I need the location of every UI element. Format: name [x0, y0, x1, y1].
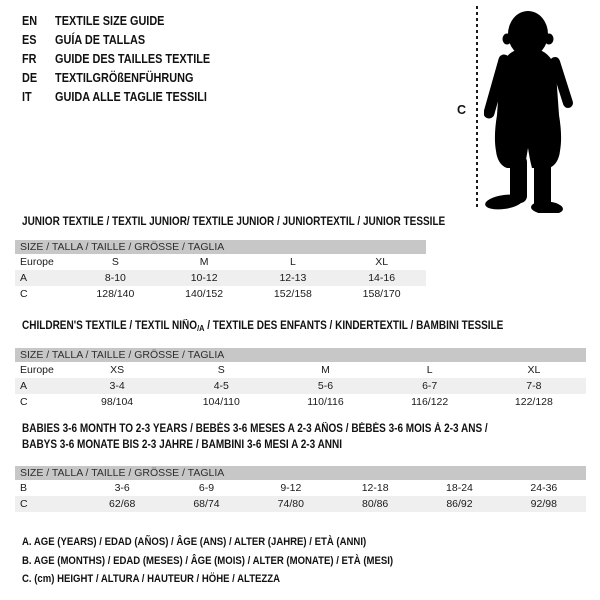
table-cell: M [199, 256, 209, 268]
table-cell: 12-13 [279, 272, 307, 284]
guide-title: GUIDE DES TAILLES TEXTILE [55, 52, 211, 66]
title-text: / TEXTILE DES ENFANTS / KINDERTEXTIL / BAMBINI TESSILE [204, 320, 504, 332]
table-row [15, 394, 586, 410]
table-row [15, 480, 586, 496]
table-cell: 110/116 [307, 396, 344, 408]
note-age-years: A. AGE (YEARS) / EDAD (AÑOS) / ÂGE (ANS) / ALTER (JAHRE) / ETÀ (ANNI) [22, 536, 367, 548]
table-cell: 9-12 [280, 482, 302, 494]
babies-section-title [22, 422, 557, 453]
table-cell: 3-4 [109, 380, 125, 392]
table-cell: 12-18 [361, 482, 389, 494]
table-row [15, 362, 586, 378]
row-label: C [20, 498, 28, 510]
table-cell: L [426, 364, 433, 376]
language-code: FR [22, 52, 37, 66]
size-header-bar: SIZE / TALLA / TAILLE / GRÖSSE / TAGLIA [15, 240, 426, 254]
table-row [15, 254, 426, 270]
guide-title: TEXTILE SIZE GUIDE [55, 14, 165, 28]
title-text: CHILDREN'S TEXTILE / TEXTIL NIÑO [22, 320, 198, 332]
table-cell: L [289, 256, 296, 268]
baby-silhouette-icon [484, 5, 594, 213]
table-cell: 24-36 [530, 482, 558, 494]
language-code: DE [22, 71, 38, 85]
row-label: B [20, 482, 28, 494]
language-code: ES [22, 33, 37, 47]
table-cell: 6-7 [422, 380, 438, 392]
table-row [15, 496, 586, 512]
table-cell: 6-9 [198, 482, 215, 494]
title-subscript: /A [197, 323, 205, 333]
guide-title: TEXTILGRÖßENFÜHRUNG [55, 71, 194, 85]
table-row [15, 286, 426, 302]
table-cell: 128/140 [96, 288, 135, 300]
size-header-bar: SIZE / TALLA / TAILLE / GRÖSSE / TAGLIA [15, 348, 586, 362]
table-cell: 92/98 [530, 498, 557, 510]
guide-title: GUIDA ALLE TAGLIE TESSILI [55, 90, 207, 104]
table-cell: 4-5 [213, 380, 229, 392]
table-cell: 158/170 [362, 288, 401, 300]
list-item [22, 12, 210, 31]
table-cell: S [111, 256, 119, 268]
size-header-bar: SIZE / TALLA / TAILLE / GRÖSSE / TAGLIA [15, 466, 586, 480]
note-height: C. (cm) HEIGHT / ALTURA / HAUTEUR / HÖHE / ALTEZZA [22, 573, 281, 585]
table-cell: 98/104 [101, 396, 134, 408]
table-cell: 74/80 [277, 498, 304, 510]
row-label: C [20, 396, 28, 408]
row-label: C [20, 288, 28, 300]
table-cell: 10-12 [190, 272, 218, 284]
table-cell: 3-6 [114, 482, 130, 494]
row-label: Europe [20, 364, 54, 376]
list-item [22, 31, 210, 50]
list-item [22, 69, 210, 88]
table-cell: 14-16 [368, 272, 396, 284]
babies-size-table [15, 466, 586, 512]
table-cell: 86/92 [446, 498, 473, 510]
table-cell: M [321, 364, 330, 376]
legend-notes [22, 533, 449, 589]
row-label: A [20, 380, 28, 392]
junior-section-title: JUNIOR TEXTILE / TEXTIL JUNIOR/ TEXTILE JUNIOR / JUNIORTEXTIL / JUNIOR TESSILE [22, 216, 446, 228]
title-line: BABYS 3-6 MONATE BIS 2-3 JAHRE / BAMBINI 3-6 MESI A 2-3 ANNI [22, 438, 343, 451]
table-cell: 68/74 [193, 498, 220, 510]
table-cell: 152/158 [273, 288, 312, 300]
height-measure-dotted-line [476, 6, 478, 207]
table-cell: 80/86 [362, 498, 389, 510]
list-item [22, 50, 210, 69]
table-cell: 5-6 [317, 380, 334, 392]
table-cell: XS [110, 364, 125, 376]
table-cell: 104/110 [202, 396, 240, 408]
table-cell: 122/128 [514, 396, 553, 408]
note-age-months: B. AGE (MONTHS) / EDAD (MESES) / ÂGE (MOIS) / ALTER (MONATE) / ETÀ (MESI) [22, 554, 394, 567]
row-label: Europe [20, 256, 54, 268]
table-row [15, 378, 586, 394]
table-cell: 116/122 [411, 396, 449, 408]
guide-title: GUÍA DE TALLAS [55, 33, 146, 47]
language-title-list [22, 12, 210, 107]
children-section-title [22, 319, 503, 337]
language-code: IT [22, 90, 32, 104]
table-cell: 62/68 [109, 498, 136, 510]
table-cell: 8-10 [104, 272, 126, 284]
table-row [15, 270, 426, 286]
table-cell: XL [375, 256, 389, 268]
language-code: EN [22, 14, 38, 28]
junior-size-table [15, 240, 426, 302]
children-size-table [15, 348, 586, 410]
table-cell: S [217, 364, 225, 376]
list-item [22, 88, 210, 107]
table-cell: XL [527, 364, 541, 376]
table-cell: 18-24 [446, 482, 473, 494]
table-cell: 140/152 [185, 288, 224, 300]
height-measure-label: C [457, 103, 467, 117]
table-cell: 7-8 [526, 380, 542, 392]
title-line: BABIES 3-6 MONTH TO 2-3 YEARS / BEBÉS 3-6 MESES A 2-3 AÑOS / BÉBÉS 3-6 MOIS À 2-3 ANS / [22, 423, 488, 435]
row-label: A [20, 272, 28, 284]
